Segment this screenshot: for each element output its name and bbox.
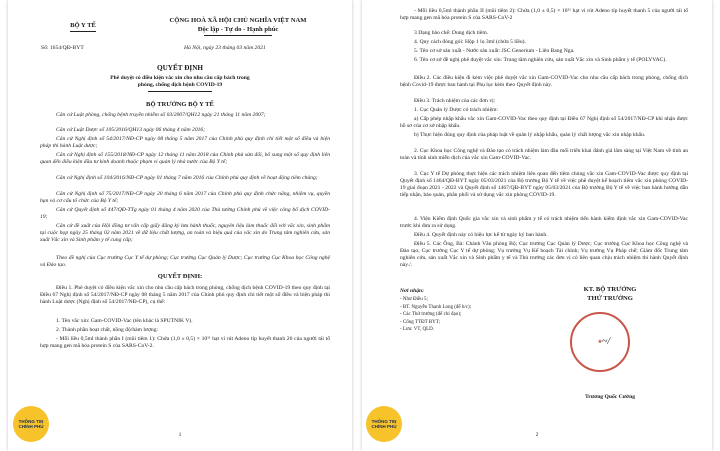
official-seal: ★ bbox=[570, 312, 630, 372]
signer-name: Trương Quốc Cường bbox=[584, 394, 636, 400]
basis-2: Căn cứ Luật Dược số 105/2016/QH13 ngày 06 tháng 4 năm 2016; bbox=[56, 127, 206, 133]
page-number-1: 1 bbox=[178, 432, 182, 438]
recipient: - Như Điều 5; bbox=[400, 297, 428, 302]
recipients-title: Nơi nhận: bbox=[400, 288, 424, 294]
article-3: Điều 3. Trách nhiệm của các đơn vị: bbox=[414, 98, 496, 104]
place-date: Hà Nội, ngày 23 tháng 03 năm 2021 bbox=[184, 45, 266, 51]
authority-title: BỘ TRƯỞNG BỘ Y TẾ bbox=[146, 101, 214, 108]
basis-1: Căn cứ Luật phòng, chống bệnh truyền nhiễm số 03/2007/QH12 ngày 21 tháng 11 năm 2007; bbox=[56, 112, 266, 118]
motto: Độc lập - Tự do - Hạnh phúc bbox=[197, 26, 279, 33]
basis-8: Căn cứ đề xuất của Hội đồng tư vấn cấp giấy đăng ký lưu hành thuốc, nguyên liệu làm thuốc đối với vắc xin, sinh phẩm tại cuộc họp ngày 25 tháng 02 năm 2021 về dữ liệu chất lượng, an toàn và hiệu quả của vắc xin do Trung tâm nghiên cứu, sản xuất Vắc xin và Sinh phẩm y tế cung cấp; bbox=[40, 223, 330, 244]
signature-title-2: THỨ TRƯỞNG bbox=[587, 295, 633, 302]
item-3: 3 Dạng bào chế: Dung dịch tiêm. bbox=[414, 30, 489, 36]
logo-text-2: CHÍNH PHỦ bbox=[18, 424, 44, 429]
page-number-2: 2 bbox=[535, 432, 539, 438]
subject-underline bbox=[148, 91, 212, 92]
article-5: Điều 5. Các Ông, Bà: Chánh Văn phòng Bộ; Cục trưởng Cục Quản lý Dược; Cục trưởng Cục Khoa học Công nghệ và Đào tạo; Cục trưởng Cục Y tế dự phòng; Vụ trưởng Vụ Kế hoạch Tài chính; Vụ trưởng Vụ Pháp chế; Giám đốc Trung tâm nghiên cứu, sản xuất Vắc xin và Sinh phẩm y tế và Thủ trưởng các đơn vị có liên quan chịu trách nhiệm thi hành Quyết định này./. bbox=[400, 241, 688, 269]
recipients-list bbox=[400, 296, 471, 334]
recipient: - Cổng TTĐT BYT; bbox=[400, 319, 440, 325]
recipient: - Các Thứ trưởng (để chỉ đạo); bbox=[400, 312, 462, 318]
subject-line-1: Phê duyệt có điều kiện vắc xin cho nhu cầu cấp bách trong bbox=[110, 75, 250, 81]
logo-text-1: THÔNG TIN bbox=[18, 419, 44, 424]
article-1: Điều 1. Phê duyệt có điều kiện vắc xin cho nhu cầu cấp bách trong phòng, chống dịch bệnh COVID-19 theo quy định tại Điều 67 Nghị định số 54/2017/NĐ-CP ngày 08 tháng 5 năm 2017 của Chính phủ quy định chi tiết một số điều và biện pháp thi hành Luật dược (Nghị định số 54/2017/NĐ-CP), cụ thể: bbox=[40, 285, 330, 306]
article-3-item-3: 3. Cục Y tế Dự phòng thực hiện các trách nhiệm liên quan đến tiêm chủng vắc xin Gam-COVID-Vac được quy định tại Quyết định số 1464/QĐ-BYT ngày 05/03/2021 của Bộ trưởng Bộ Y tế về việc phê duyệt kế hoạch tiêm vắc xin phòng COVID-19 giai đoạn 2021 - 2022 và Quyết định số 1467/QĐ-BYT ngày 05/03/2021 của Bộ trưởng Bộ Y tế về việc ban hành hướng dẫn tiếp nhận, bảo quản, phân phối và sử dụng vắc xin phòng COVID-19. bbox=[400, 171, 688, 199]
ministry-underline bbox=[70, 31, 96, 32]
article-3-item-1a: a) Cấp phép nhập khẩu vắc xin Gam-COVID-Vac theo quy định tại Điều 67 Nghị định số 54/2017/NĐ-CP khi nhận được hồ sơ của cơ sở nhập khẩu. bbox=[400, 116, 688, 130]
article-3-item-1b: b) Thực hiện đúng quy định của pháp luật về quản lý nhập khẩu, quản lý chất lượng vắc xin nhập khẩu. bbox=[414, 132, 646, 138]
item-2b: - Mỗi liều 0,5ml thành phần II (mũi tiêm 2): Chứa (1,0 ± 0,5) × 10¹¹ hạt vi rút Adeno típ huyết thanh 5 của người tái tổ hợp mang gen mã hóa protein S của SARS-CoV-2 bbox=[400, 8, 688, 22]
doc-number: Số: 1654/QĐ-BYT bbox=[41, 45, 84, 51]
logo-text-1: THÔNG TIN bbox=[371, 419, 397, 424]
item-2: 2. Thành phần hoạt chất, nồng độ/hàm lượng: bbox=[56, 327, 159, 333]
item-1: 1. Tên vắc xin: Gam-COVID-Vac (tên khác là SPUTNIK V). bbox=[56, 318, 193, 324]
signature-title-1: KT. BỘ TRƯỞNG bbox=[583, 286, 637, 293]
article-3-item-2: 2. Cục Khoa học Công nghệ và Đào tạo có trách nhiệm làm đầu mối triển khai đánh giá lâm sàng tại Việt Nam về tính an toàn và tính sinh miễn dịch của vắc xin Gam-COVID-Vac. bbox=[400, 148, 688, 162]
basis-4: Căn cứ Nghị định số 155/2018/NĐ-CP ngày 12 tháng 11 năm 2018 của Chính phủ sửa đổi, bổ sung một số quy định liên quan đến điều kiện đầu tư kinh doanh thuộc phạm vi quản lý nhà nước của Bộ Y tế; bbox=[40, 152, 330, 166]
item-5: 5. Tên cơ sở sản xuất - Nước sản xuất: JSC Generium - Liên Bang Nga. bbox=[414, 48, 575, 54]
document-page-2 bbox=[362, 0, 712, 451]
article-3-item-1: 1. Cục Quản lý Dược có trách nhiệm: bbox=[414, 107, 498, 113]
item-6: 6. Tên cơ sở đề nghị phê duyệt vắc xin: Trung tâm nghiên cứu, sản xuất Vắc xin và Sinh phẩm y tế (POLYVAC). bbox=[414, 57, 667, 63]
basis-7: Căn cứ Quyết định số 447/QĐ-TTg ngày 01 tháng 4 năm 2020 của Thủ tướng Chính phủ về việc công bố dịch COVID-19; bbox=[40, 207, 330, 221]
article-2: Điều 2. Các điều kiện đi kèm việc phê duyệt vắc xin Gam-COVID-Vac cho nhu cầu cấp bách trong phòng, chống dịch bệnh Covid-19 được ban hành tại Phụ lục kèm theo Quyết định này. bbox=[400, 75, 688, 89]
government-news-logo bbox=[366, 406, 402, 442]
basis-9: Theo đề nghị của Cục trưởng Cục Y tế dự phòng; Cục trưởng Cục Quản lý Dược; Cục trưởng Cục Khoa học Công nghệ và Đào tạo. bbox=[40, 255, 330, 269]
ministry-name: BỘ Y TẾ bbox=[70, 22, 96, 29]
basis-6: Căn cứ Nghị định số 75/2017/NĐ-CP ngày 20 tháng 6 năm 2017 của Chính phủ quy định chức năng, nhiệm vụ, quyền hạn và cơ cấu tổ chức của Bộ Y tế; bbox=[40, 191, 330, 205]
basis-5: Căn cứ Nghị định số 104/2016/NĐ-CP ngày 01 tháng 7 năm 2016 của Chính phủ quy định về hoạt động tiêm chủng; bbox=[56, 175, 318, 181]
decides-heading: QUYẾT ĐỊNH: bbox=[157, 273, 203, 280]
article-3-item-4: 4. Viện Kiểm định Quốc gia vắc xin và sinh phẩm y tế có trách nhiệm tiến hành kiểm định vắc xin Gam-COVID-Vac trước khi đưa ra sử dụng. bbox=[400, 216, 688, 230]
motto-underline bbox=[204, 35, 272, 36]
country-name: CỘNG HOÀ XÃ HỘI CHỦ NGHĨA VIỆT NAM bbox=[169, 17, 307, 24]
article-4: Điều 4. Quyết định này có hiệu lực kể từ ngày ký ban hành. bbox=[414, 232, 548, 238]
item-2a: - Mỗi liều 0,5ml thành phần I (mũi tiêm 1): Chứa (1,0 ± 0,5) × 10¹¹ hạt vi rút Adeno típ huyết thanh 26 của người tái tổ hợp mang gen mã hóa protein S của SARS-CoV-2. bbox=[40, 336, 330, 350]
document-page-1 bbox=[8, 0, 352, 451]
subject-line-2: phòng, chống dịch bệnh COVID-19 bbox=[137, 82, 223, 88]
item-4: 4. Quy cách đóng gói: Hộp 1 lọ 3ml (chứa 5 liều). bbox=[414, 39, 526, 45]
recipient: - Lưu: VT, QLD. bbox=[400, 327, 435, 333]
logo-text-2: CHÍNH PHỦ bbox=[371, 424, 397, 429]
basis-3: Căn cứ Nghị định số 54/2017/NĐ-CP ngày 08 tháng 5 năm 2017 của Chính phủ quy định chi tiết một số điều và biện pháp thi hành Luật dược; bbox=[40, 136, 330, 150]
recipient: - BT. Nguyễn Thanh Long (để b/c); bbox=[400, 304, 472, 310]
doc-type: QUYẾT ĐỊNH bbox=[157, 64, 203, 72]
government-news-logo bbox=[13, 406, 49, 442]
handwritten-signature: ~/ bbox=[602, 336, 611, 347]
